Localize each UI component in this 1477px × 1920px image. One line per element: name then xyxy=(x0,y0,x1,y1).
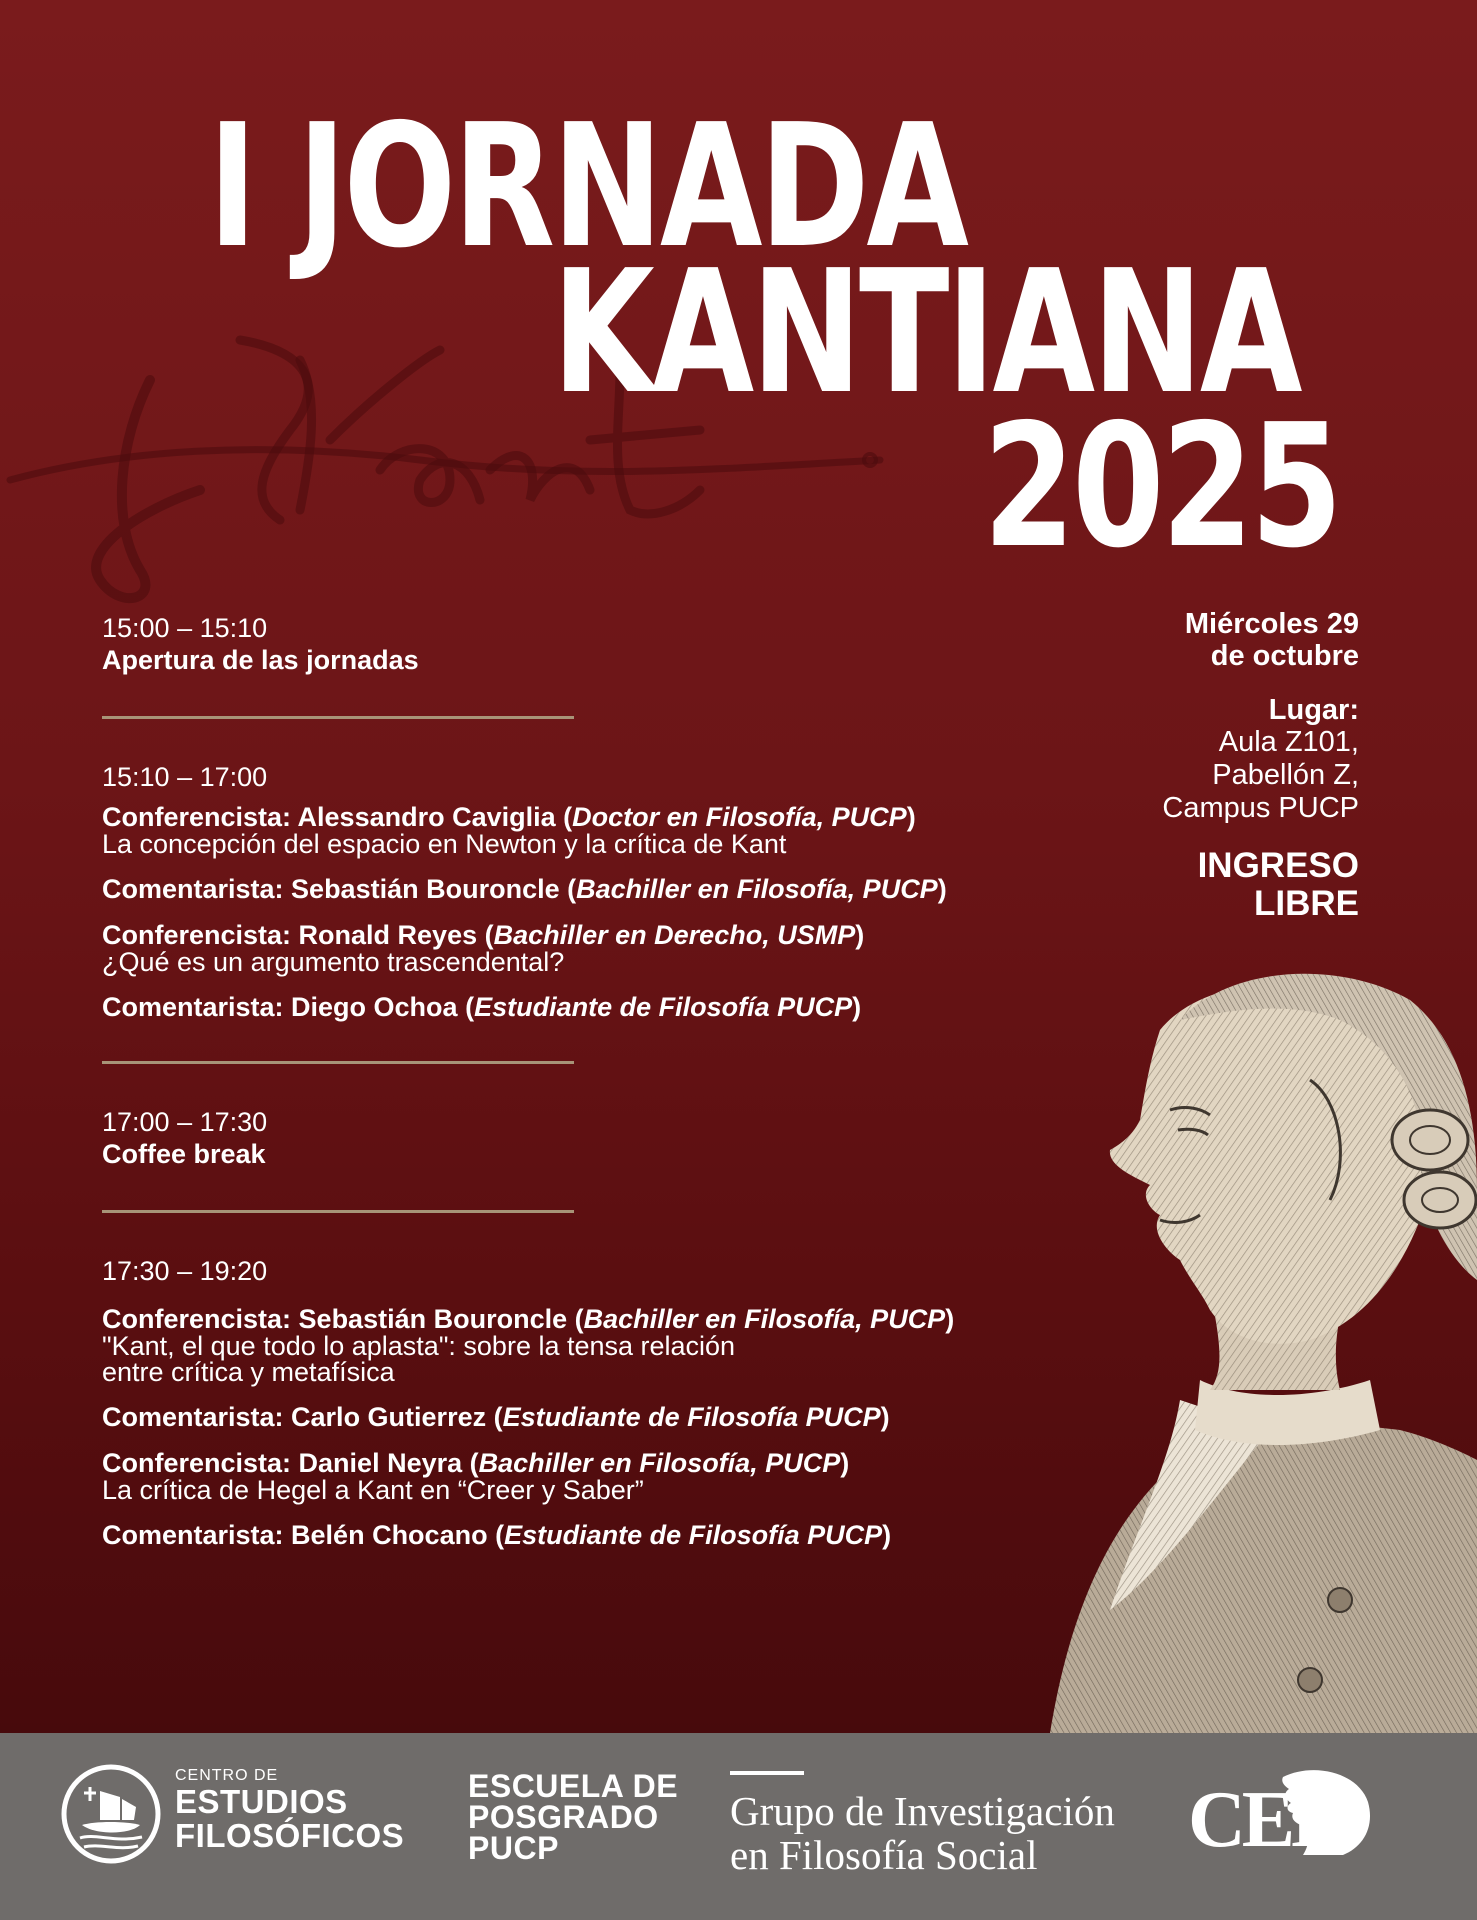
commentator-line: Comentarista: Diego Ochoa (Estudiante de Filosofía PUCP) xyxy=(102,992,862,1022)
talk-topic: La concepción del espacio en Newton y la crítica de Kant xyxy=(102,829,787,859)
talk xyxy=(102,803,1082,857)
place-line: Pabellón Z, xyxy=(1212,759,1359,791)
title-line-2: KANTIANA xyxy=(552,234,1300,432)
talk xyxy=(102,921,1082,975)
talk xyxy=(102,1305,1082,1385)
slot-time: 17:30 – 19:20 xyxy=(102,1256,268,1286)
speaker-line: Conferencista: Ronald Reyes (Bachiller en Derecho, USMP) xyxy=(102,920,865,950)
talk-topic: entre crítica y metafísica xyxy=(102,1357,395,1387)
cef-label: FILOSÓFICOS xyxy=(175,1817,405,1854)
commentator-line: Comentarista: Belén Chocano (Estudiante de Filosofía PUCP) xyxy=(102,1520,892,1550)
talk xyxy=(102,1521,1082,1549)
talk-topic: La crítica de Hegel a Kant en “Creer y Saber” xyxy=(102,1475,644,1505)
separator xyxy=(102,1061,574,1064)
talk xyxy=(102,875,1082,903)
speaker-line: Conferencista: Sebastián Bouroncle (Bachiller en Filosofía, PUCP) xyxy=(102,1304,955,1334)
event-info xyxy=(1162,608,1359,923)
slot-time: 15:00 – 15:10 xyxy=(102,613,268,643)
title-line-1: I JORNADA xyxy=(208,88,966,286)
event-date: Miércoles 29 xyxy=(1184,608,1359,640)
cek-label: CEK xyxy=(1188,1776,1350,1864)
footer-logos xyxy=(0,1733,1477,1920)
commentator-line: Comentarista: Sebastián Bouroncle (Bachiller en Filosofía, PUCP) xyxy=(102,874,947,904)
epg-label: ESCUELA DE xyxy=(468,1768,679,1804)
talk-topic: ¿Qué es un argumento trascendental? xyxy=(102,947,565,977)
talk xyxy=(102,1449,1082,1503)
schedule xyxy=(102,612,1082,1549)
slot-coffee xyxy=(102,1106,1082,1170)
slot-session-1 xyxy=(102,761,1082,1021)
slot-time: 17:00 – 17:30 xyxy=(102,1107,268,1137)
slot-label: Apertura de las jornadas xyxy=(102,645,419,675)
cek-logo xyxy=(1188,1775,1349,1866)
entry-note: LIBRE xyxy=(1254,884,1359,923)
kant-portrait xyxy=(1010,960,1477,1733)
epg-label: POSGRADO xyxy=(468,1799,659,1835)
place-label: Lugar: xyxy=(1268,694,1359,726)
place-line: Aula Z101, xyxy=(1218,726,1359,758)
slot-session-2 xyxy=(102,1255,1082,1549)
cef-small-label: CENTRO DE xyxy=(175,1767,279,1784)
entry-note: INGRESO xyxy=(1197,846,1359,885)
speaker-line: Conferencista: Daniel Neyra (Bachiller en Filosofía, PUCP) xyxy=(102,1448,850,1478)
epg-logo xyxy=(468,1768,679,1866)
separator xyxy=(102,1210,574,1213)
cef-label: ESTUDIOS xyxy=(175,1783,348,1820)
grupo-logo xyxy=(730,1771,1115,1877)
grupo-label: Grupo de Investigación xyxy=(730,1788,1115,1834)
epg-label: PUCP xyxy=(468,1830,559,1866)
talk xyxy=(102,993,1082,1021)
talk xyxy=(102,1403,1082,1431)
grupo-rule xyxy=(730,1771,804,1775)
speaker-line: Conferencista: Alessandro Caviglia (Doctor en Filosofía, PUCP) xyxy=(102,802,916,832)
talk-topic: "Kant, el que todo lo aplasta": sobre la tensa relación xyxy=(102,1331,736,1361)
ship-emblem-icon xyxy=(60,1763,162,1865)
grupo-label: en Filosofía Social xyxy=(730,1832,1038,1878)
place-line: Campus PUCP xyxy=(1162,792,1359,824)
slot-time: 15:10 – 17:00 xyxy=(102,762,268,792)
title-line-3: 2025 xyxy=(983,388,1340,586)
slot-opening xyxy=(102,612,1082,676)
slot-label: Coffee break xyxy=(102,1139,266,1169)
event-date: de octubre xyxy=(1210,640,1359,672)
commentator-line: Comentarista: Carlo Gutierrez (Estudiante de Filosofía PUCP) xyxy=(102,1402,890,1432)
separator xyxy=(102,716,574,719)
